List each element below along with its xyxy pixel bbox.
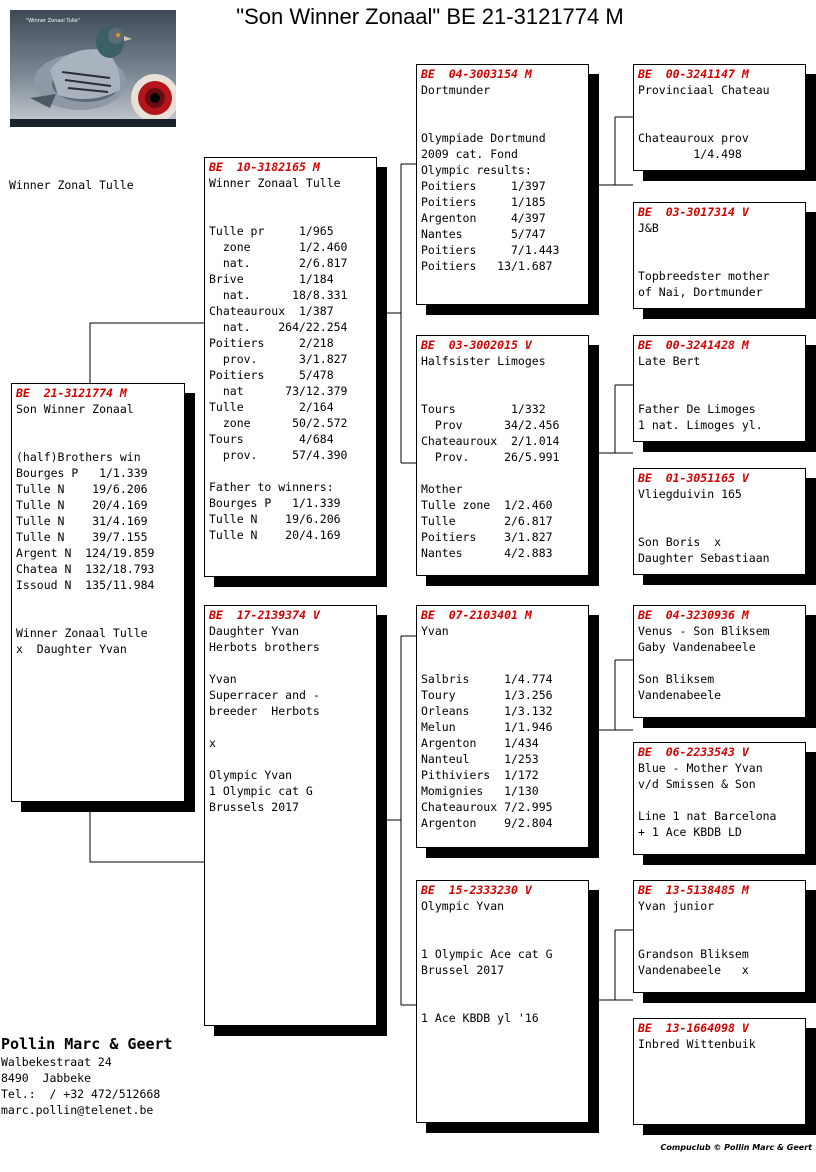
card-line: Father to winners: — [209, 480, 334, 494]
card-line: breeder Herbots — [209, 704, 320, 718]
card-line — [16, 609, 180, 625]
card-line — [421, 930, 584, 946]
card-line: Issoud N 135/11.984 — [16, 578, 155, 592]
card-line — [638, 369, 801, 385]
card-line: prov. 3/1.827 — [209, 352, 348, 366]
card-line: 1 Ace KBDB yl '16 — [421, 1011, 539, 1025]
card-line: Bourges P 1/1.339 — [16, 466, 148, 480]
card-line: Inbred Wittenbuik — [638, 1037, 756, 1051]
card-line: Provinciaal Chateau — [638, 83, 770, 97]
card-line: Toury 1/3.256 — [421, 688, 553, 702]
card-line: Tulle N 19/6.206 — [16, 482, 148, 496]
card-line — [638, 236, 801, 252]
card-line: Olympic Yvan — [209, 768, 293, 782]
card-line: Daughter Sebastiaan — [638, 551, 770, 565]
card-line: Poitiers 3/1.827 — [421, 530, 553, 544]
svg-text:"Winner Zonaal Tulle": "Winner Zonaal Tulle" — [26, 18, 80, 24]
card-line: Chateauroux 7/2.995 — [421, 800, 553, 814]
card-line: Prov 34/2.456 — [421, 418, 560, 432]
card-line: Nantes 4/2.883 — [421, 546, 553, 560]
card-line — [638, 502, 801, 518]
side-note: Winner Zonal Tulle — [9, 178, 134, 192]
card-line — [421, 639, 584, 655]
pedigree-card-subject — [11, 383, 185, 802]
card-line: Grandson Bliksem — [638, 947, 749, 961]
card-line — [638, 518, 801, 534]
card-line: + 1 Ace KBDB LD — [638, 825, 742, 839]
ring-number: BE 06-2233543 V — [638, 745, 749, 759]
card-line: Yvan — [421, 624, 449, 638]
card-line — [16, 593, 180, 609]
card-line: Poitiers 1/397 — [421, 179, 546, 193]
card-line: Bourges P 1/1.339 — [209, 496, 341, 510]
card-line: Nanteul 1/253 — [421, 752, 539, 766]
card-line: Orleans 1/3.132 — [421, 704, 553, 718]
ring-number: BE 17-2139374 V — [209, 608, 320, 622]
card-line: 1 Olympic cat G — [209, 784, 313, 798]
page-title: "Son Winner Zonaal" BE 21-3121774 M — [236, 4, 624, 29]
card-line: Topbreedster mother — [638, 269, 770, 283]
card-line: Tours 1/332 — [421, 402, 546, 416]
card-line — [209, 207, 372, 223]
card-line: Argenton 4/397 — [421, 211, 546, 225]
card-line — [638, 792, 801, 808]
card-line — [209, 719, 372, 735]
card-line: Winner Zonaal Tulle — [16, 626, 148, 640]
card-line: (half)Brothers win — [16, 450, 141, 464]
pedigree-card-sire-sire-dam — [633, 202, 806, 309]
ring-number: BE 10-3182165 M — [209, 160, 320, 174]
card-line: Superracer and - — [209, 688, 320, 702]
card-line: of Nai, Dortmunder — [638, 285, 763, 299]
card-line: 1/4.498 — [638, 147, 742, 161]
card-line: Son Winner Zonaal — [16, 402, 134, 416]
ring-number: BE 03-3017314 V — [638, 205, 749, 219]
card-line: x — [209, 736, 216, 750]
ring-number: BE 15-2333230 V — [421, 883, 532, 897]
card-line — [638, 930, 801, 946]
card-line: Tulle 2/164 — [209, 400, 334, 414]
owner-street: Walbekestraat 24 — [1, 1055, 112, 1069]
card-line: Yvan — [209, 672, 237, 686]
pedigree-card-dam-sire-sire — [633, 605, 806, 718]
card-line: Tulle N 39/7.155 — [16, 530, 148, 544]
pedigree-card-dam — [204, 605, 377, 1026]
card-line: Brussel 2017 — [421, 963, 505, 977]
pedigree-card-sire-sire — [416, 64, 589, 305]
card-line — [638, 252, 801, 268]
card-line: Brussels 2017 — [209, 800, 300, 814]
card-line: Melun 1/1.946 — [421, 720, 553, 734]
card-line: Argenton 9/2.804 — [421, 816, 553, 830]
ring-number: BE 00-3241147 M — [638, 67, 749, 81]
card-line: Momignies 1/130 — [421, 784, 539, 798]
pedigree-card-dam-dam-dam — [633, 1018, 806, 1125]
ring-number: BE 21-3121774 M — [16, 386, 127, 400]
owner-email: marc.pollin@telenet.be — [1, 1103, 154, 1117]
card-line: Prov. 26/5.991 — [421, 450, 560, 464]
card-line: Gaby Vandenabeele — [638, 640, 756, 654]
card-line: Salbris 1/4.774 — [421, 672, 553, 686]
card-line — [638, 114, 801, 130]
card-line: Brive 1/184 — [209, 272, 334, 286]
card-line — [421, 914, 584, 930]
card-line: Poitiers 1/185 — [421, 195, 546, 209]
card-line: Yvan junior — [638, 899, 715, 913]
card-line: v/d Smissen & Son — [638, 777, 756, 791]
card-line: Poitiers 2/218 — [209, 336, 334, 350]
card-line: 2009 cat. Fond — [421, 147, 518, 161]
card-line: Chateauroux prov — [638, 131, 749, 145]
card-line: Venus - Son Bliksem — [638, 624, 770, 638]
card-line — [421, 114, 584, 130]
ring-number: BE 07-2103401 M — [421, 608, 532, 622]
card-line: nat. 2/6.817 — [209, 256, 348, 270]
pedigree-card-sire-dam — [416, 335, 589, 576]
card-line — [421, 385, 584, 401]
card-line — [209, 655, 372, 671]
card-line: nat 73/12.379 — [209, 384, 348, 398]
card-line: Vliegduivin 165 — [638, 487, 742, 501]
pedigree-card-sire-sire-sire — [633, 64, 806, 171]
ring-number: BE 04-3230936 M — [638, 608, 749, 622]
card-line — [16, 417, 180, 433]
card-line — [209, 751, 372, 767]
card-line: Tulle 2/6.817 — [421, 514, 553, 528]
card-line: Tulle N 19/6.206 — [209, 512, 341, 526]
pedigree-card-dam-dam-sire — [633, 880, 806, 993]
pedigree-card-dam-dam — [416, 880, 589, 1123]
card-line: prov. 57/4.390 — [209, 448, 348, 462]
card-line: Argent N 124/19.859 — [16, 546, 155, 560]
pedigree-card-sire-dam-dam — [633, 468, 806, 575]
card-line: nat. 264/22.254 — [209, 320, 348, 334]
card-line: Tulle N 20/4.169 — [16, 498, 148, 512]
card-line: Poitiers 13/1.687 — [421, 259, 553, 273]
card-line: Son Bliksem — [638, 672, 715, 686]
card-line: Line 1 nat Barcelona — [638, 809, 777, 823]
card-line: Daughter Yvan — [209, 624, 300, 638]
ring-number: BE 13-1664098 V — [638, 1021, 749, 1035]
pedigree-card-dam-sire — [416, 605, 589, 848]
card-line: Olympic results: — [421, 163, 532, 177]
card-line: 1 Olympic Ace cat G — [421, 947, 553, 961]
card-line: Son Boris x — [638, 535, 722, 549]
card-line: Vandenabeele x — [638, 963, 749, 977]
pedigree-card-sire — [204, 157, 377, 577]
card-line: Winner Zonaal Tulle — [209, 176, 341, 190]
card-line: Pithiviers 1/172 — [421, 768, 539, 782]
card-line: Halfsister Limoges — [421, 354, 546, 368]
card-line: Tours 4/684 — [209, 432, 334, 446]
card-line — [421, 655, 584, 671]
card-line: Poitiers 5/478 — [209, 368, 334, 382]
card-line — [421, 465, 584, 481]
card-line: Tulle zone 1/2.460 — [421, 498, 553, 512]
pedigree-card-dam-sire-dam — [633, 742, 806, 855]
card-line: x Daughter Yvan — [16, 642, 127, 656]
ring-number: BE 04-3003154 M — [421, 67, 532, 81]
card-line: Chateauroux 1/387 — [209, 304, 334, 318]
card-line — [209, 463, 372, 479]
card-line: zone 1/2.460 — [209, 240, 348, 254]
card-line — [638, 385, 801, 401]
card-line — [421, 98, 584, 114]
card-line — [421, 978, 584, 994]
card-line: 1 nat. Limoges yl. — [638, 418, 763, 432]
ring-number: BE 13-5138485 M — [638, 883, 749, 897]
ring-number: BE 00-3241428 M — [638, 338, 749, 352]
card-line — [421, 994, 584, 1010]
card-line: Nantes 5/747 — [421, 227, 546, 241]
card-line: Olympic Yvan — [421, 899, 505, 913]
card-line: Mother — [421, 482, 463, 496]
card-line: Herbots brothers — [209, 640, 320, 654]
card-line: Poitiers 7/1.443 — [421, 243, 560, 257]
ring-number: BE 03-3002015 V — [421, 338, 532, 352]
card-line — [209, 191, 372, 207]
card-line — [638, 98, 801, 114]
card-line: Chateauroux 2/1.014 — [421, 434, 560, 448]
pedigree-card-sire-dam-sire — [633, 335, 806, 442]
card-line: Olympiade Dortmund — [421, 131, 546, 145]
card-line: Vandenabeele — [638, 688, 722, 702]
card-line: Argenton 1/434 — [421, 736, 539, 750]
card-line: Father De Limoges — [638, 402, 756, 416]
card-line — [638, 655, 801, 671]
card-line: Late Bert — [638, 354, 701, 368]
card-line: Dortmunder — [421, 83, 491, 97]
card-line — [16, 433, 180, 449]
owner-name: Pollin Marc & Geert — [1, 1035, 173, 1053]
card-line — [421, 369, 584, 385]
card-line — [638, 914, 801, 930]
owner-city: 8490 Jabbeke — [1, 1071, 92, 1085]
card-line: Tulle pr 1/965 — [209, 224, 334, 238]
card-line: Tulle N 20/4.169 — [209, 528, 341, 542]
owner-block — [1, 1034, 173, 1118]
footer-copyright: Compuclub © Pollin Marc & Geert — [660, 1143, 812, 1152]
owner-phone: Tel.: / +32 472/512668 — [1, 1087, 161, 1101]
card-line: Chatea N 132/18.793 — [16, 562, 155, 576]
card-line: zone 50/2.572 — [209, 416, 348, 430]
card-line: J&B — [638, 221, 659, 235]
card-line: Blue - Mother Yvan — [638, 761, 763, 775]
ring-number: BE 01-3051165 V — [638, 471, 749, 485]
card-line: Tulle N 31/4.169 — [16, 514, 148, 528]
card-line: nat. 18/8.331 — [209, 288, 348, 302]
